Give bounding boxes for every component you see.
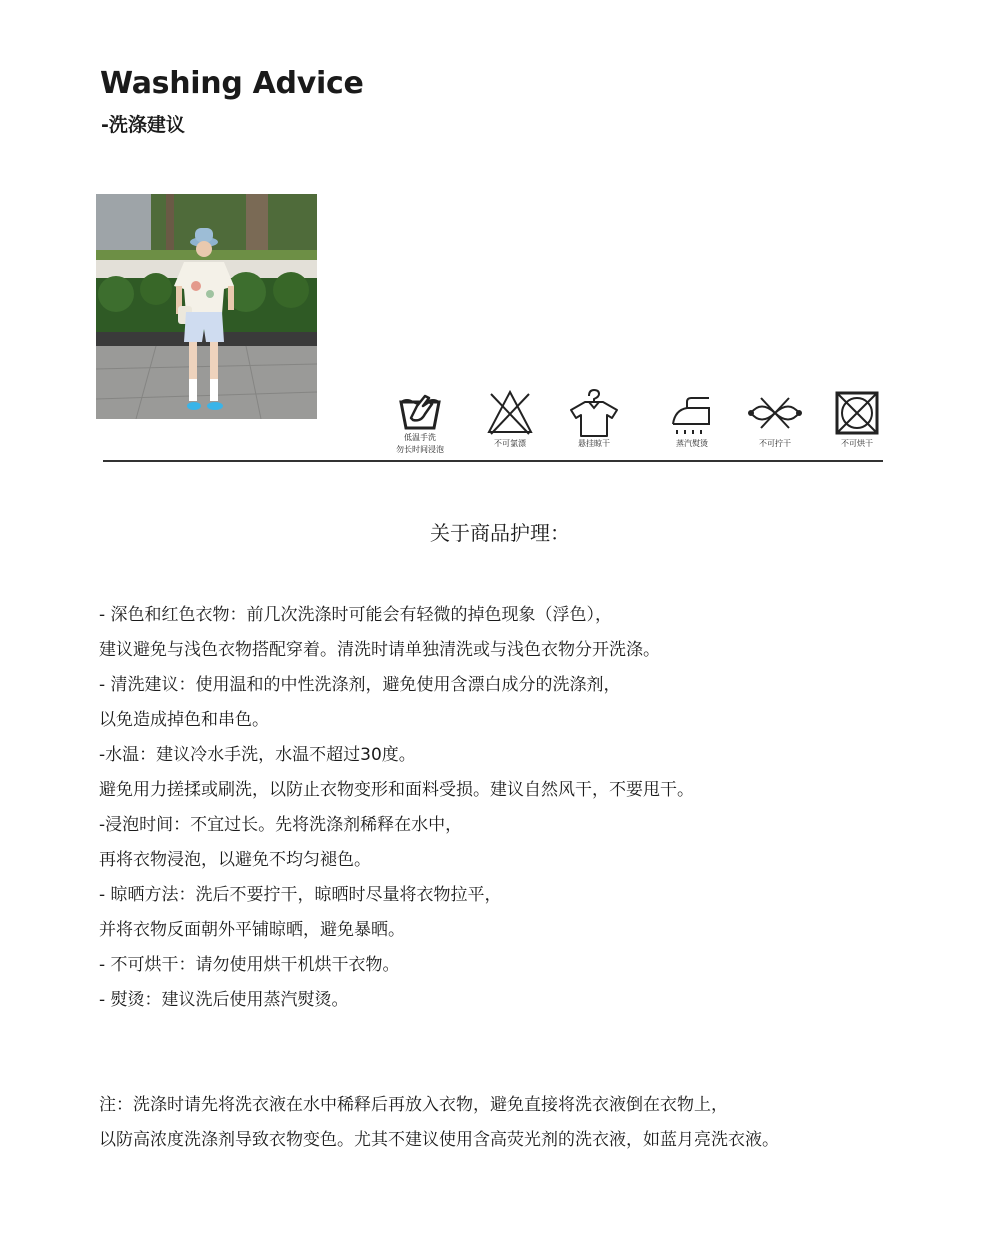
care-note — [99, 1088, 779, 1158]
no-wring-icon — [747, 388, 803, 438]
care-label-line: 不可烘干 — [841, 439, 873, 448]
care-text-line: -浸泡时间：不宜过长。先将洗涤剂稀释在水中， — [99, 815, 463, 835]
care-text-line: 再将衣物浸泡，以避免不均匀褪色。 — [99, 850, 371, 870]
page-subtitle: -洗涤建议 — [101, 114, 185, 136]
care-text-line: 并将衣物反面朝外平铺晾晒，避免暴晒。 — [99, 920, 405, 940]
steam-iron-icon — [667, 388, 717, 438]
care-text-line: - 不可烘干：请勿使用烘干机烘干衣物。 — [99, 955, 400, 975]
no-bleach-icon — [485, 388, 535, 438]
care-symbol-hand-wash — [375, 388, 465, 460]
note-text-line: 注：洗涤时请先将洗衣液在水中稀释后再放入衣物，避免直接将洗衣液倒在衣物上， — [99, 1095, 728, 1115]
care-label-line: 不可拧干 — [759, 439, 791, 448]
care-text-line: 建议避免与浅色衣物搭配穿着。清洗时请单独清洗或与浅色衣物分开洗涤。 — [99, 640, 660, 660]
product-photo — [96, 194, 317, 419]
hand-wash-icon — [395, 388, 445, 432]
care-instructions — [99, 598, 694, 1018]
care-text-line: - 清洗建议：使用温和的中性洗涤剂，避免使用含漂白成分的洗涤剂， — [99, 675, 621, 695]
care-label-line: 不可氯漂 — [494, 439, 526, 448]
care-text-line: - 深色和红色衣物：前几次洗涤时可能会有轻微的掉色现象（浮色）， — [99, 605, 613, 625]
care-label-line: 蒸汽熨烫 — [676, 439, 708, 448]
care-label-line: 悬挂晾干 — [578, 439, 610, 448]
care-symbol-no-tumble-dry — [812, 388, 902, 460]
care-symbol-hang-dry — [549, 388, 639, 460]
care-text-line: - 熨烫：建议洗后使用蒸汽熨烫。 — [99, 990, 349, 1010]
care-strip-divider — [103, 460, 883, 462]
hang-dry-icon — [567, 388, 621, 438]
no-tumble-dry-icon — [832, 388, 882, 438]
care-symbols-strip — [385, 388, 885, 463]
care-symbol-no-wring — [730, 388, 820, 460]
note-text-line: 以防高浓度洗涤剂导致衣物变色。尤其不建议使用含高荧光剂的洗衣液，如蓝月亮洗衣液。 — [99, 1130, 779, 1150]
section-title: 关于商品护理： — [430, 521, 570, 545]
care-text-line: 避免用力搓揉或刷洗，以防止衣物变形和面料受损。建议自然风干，不要甩干。 — [99, 780, 694, 800]
page-title: Washing Advice — [100, 66, 364, 101]
care-symbol-steam-iron — [647, 388, 737, 460]
care-symbol-no-bleach — [465, 388, 555, 460]
care-text-line: 以免造成掉色和串色。 — [99, 710, 269, 730]
care-label-line: 勿长时间浸泡 — [396, 445, 444, 454]
care-label-line: 低温手洗 — [404, 433, 436, 442]
care-text-line: - 晾晒方法：洗后不要拧干，晾晒时尽量将衣物拉平， — [99, 885, 502, 905]
care-text-line: -水温：建议冷水手洗，水温不超过30度。 — [99, 745, 416, 765]
